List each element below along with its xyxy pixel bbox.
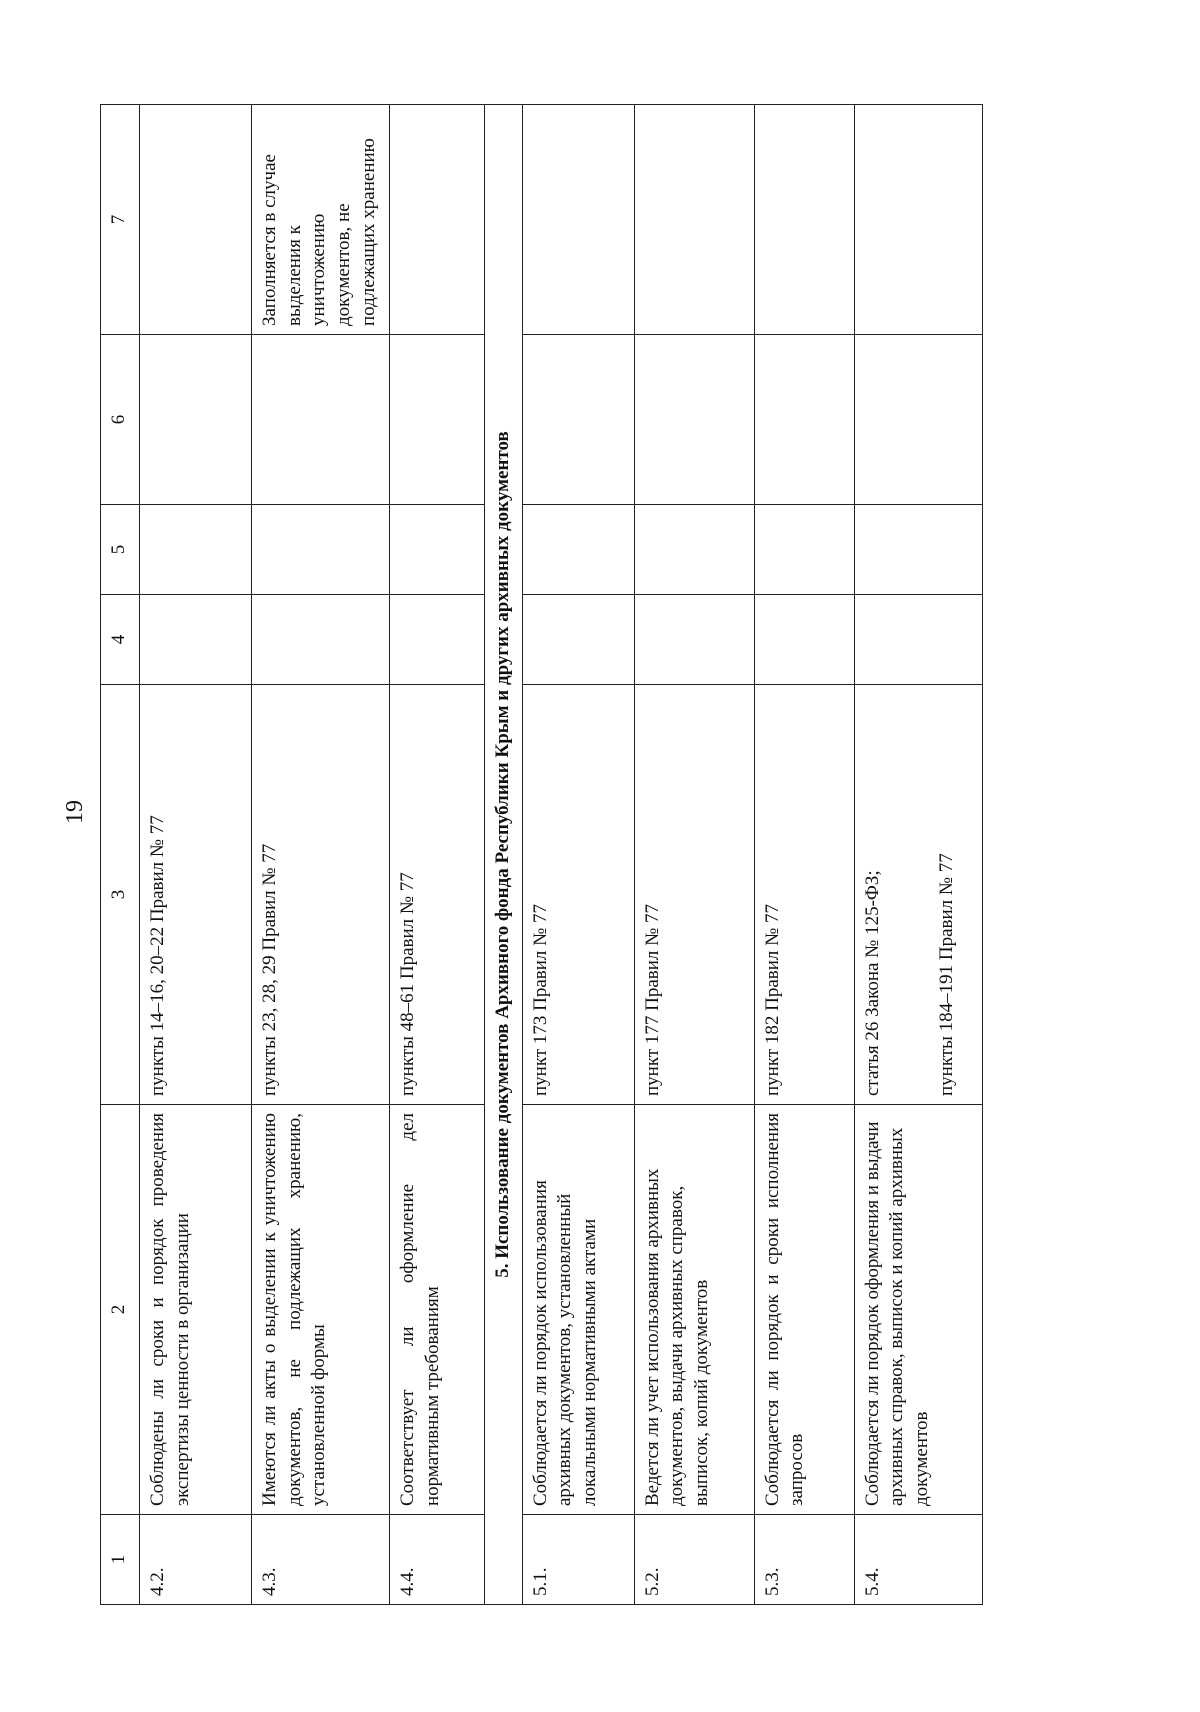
- table-row: [754, 105, 854, 1605]
- rotated-sheet: [100, 105, 1100, 1605]
- row-number: 4.3.: [252, 1515, 390, 1605]
- row-question: Соблюдены ли сроки и порядок проведения экспертизы ценности в организации: [140, 1105, 252, 1515]
- row-note: [140, 105, 252, 335]
- row-note: Заполняется в случае выделения к уничтожению документов, не подлежащих хранению: [252, 105, 390, 335]
- row-basis: пункт 182 Правил № 77: [754, 685, 854, 1105]
- row-number: 5.1.: [522, 1515, 634, 1605]
- row-number: 5.4.: [854, 1515, 982, 1605]
- row-basis: пункты 48–61 Правил № 77: [390, 685, 485, 1105]
- basis-line: статья 26 Закона № 125-ФЗ;: [861, 870, 883, 1096]
- row-basis: пункты 14–16, 20–22 Правил № 77: [140, 685, 252, 1105]
- row-number: 5.3.: [754, 1515, 854, 1605]
- row-basis: [854, 685, 982, 1105]
- basis-line: пункты 184–191 Правил № 77: [936, 853, 958, 1096]
- section-title: 5. Использование документов Архивного фонда Республики Крым и других архивных документов: [485, 105, 523, 1605]
- header-cell: 4: [101, 595, 140, 685]
- page-number: 19: [62, 800, 88, 824]
- table-row: [252, 105, 390, 1605]
- row-basis: пункт 173 Правил № 77: [522, 685, 634, 1105]
- row-question: Имеются ли акты о выделении к уничтожению документов, не подлежащих хранению, установленной формы: [252, 1105, 390, 1515]
- row-question: Ведется ли учет использования архивных документов, выдачи архивных справок, выписок, копий документов: [634, 1105, 754, 1515]
- row-question: Соблюдается ли порядок использования архивных документов, установленный локальными нормативными актами: [522, 1105, 634, 1515]
- table-row: [140, 105, 252, 1605]
- row-basis: пункт 177 Правил № 77: [634, 685, 754, 1105]
- table-row: [854, 105, 982, 1605]
- section-row: [485, 105, 523, 1605]
- row-question: Соблюдается ли порядок и сроки исполнения запросов: [754, 1105, 854, 1515]
- header-cell: 6: [101, 335, 140, 505]
- row-question: Соблюдается ли порядок оформления и выдачи архивных справок, выписок и копий архивных документов: [854, 1105, 982, 1515]
- header-cell: 2: [101, 1105, 140, 1515]
- row-number: 5.2.: [634, 1515, 754, 1605]
- row-number: 4.4.: [390, 1515, 485, 1605]
- row-question: Соответствует ли оформление дел нормативным требованиям: [390, 1105, 485, 1515]
- table-row: [634, 105, 754, 1605]
- table-row: [522, 105, 634, 1605]
- header-cell: 7: [101, 105, 140, 335]
- header-cell: 5: [101, 505, 140, 595]
- inspection-table: [100, 104, 983, 1605]
- table-row: [390, 105, 485, 1605]
- header-cell: 1: [101, 1515, 140, 1605]
- row-number: 4.2.: [140, 1515, 252, 1605]
- header-cell: 3: [101, 685, 140, 1105]
- header-row: [101, 105, 140, 1605]
- row-basis: пункты 23, 28, 29 Правил № 77: [252, 685, 390, 1105]
- row-note: [390, 105, 485, 335]
